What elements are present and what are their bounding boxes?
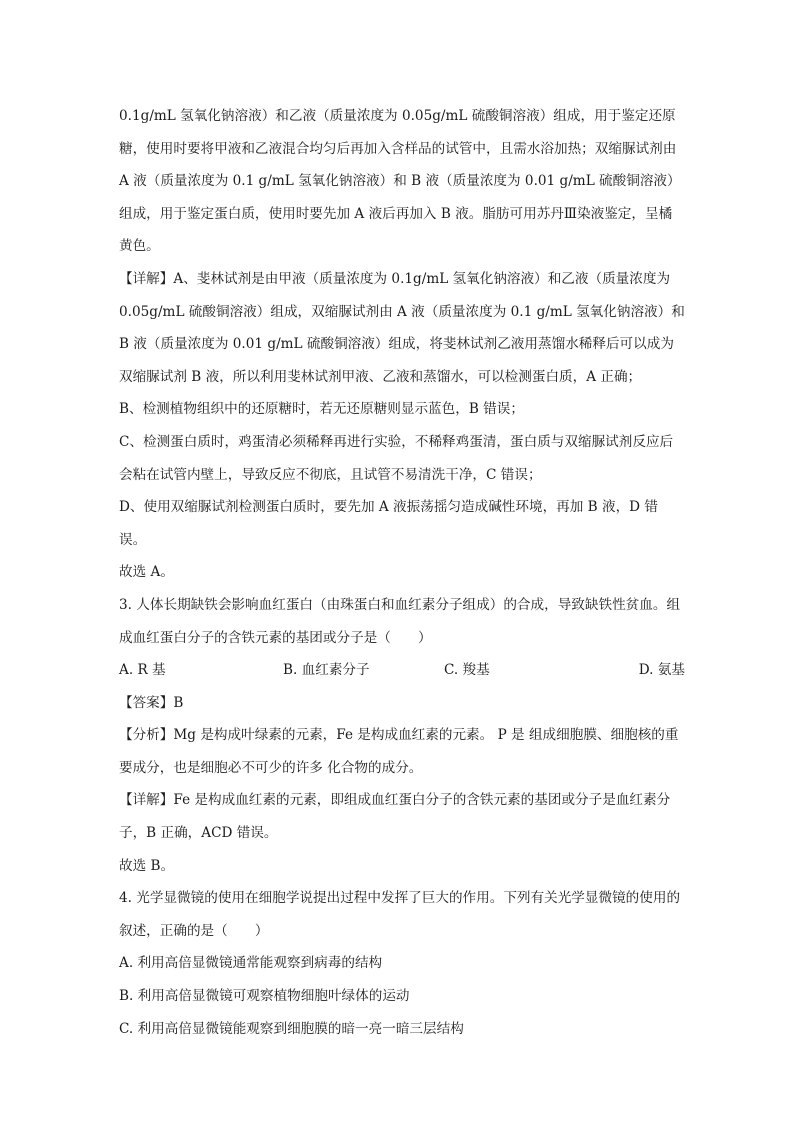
- paragraph-detail-b: B、检测植物组织中的还原糖时，若无还原糖则显示蓝色，B 错误；: [119, 401, 524, 418]
- paragraph-detail-c: C、检测蛋白质时，鸡蛋清必须稀释再进行实验，不稀释鸡蛋清，蛋白质与双缩脲试剂反应后会粘在试管内壁上，导致反应不彻底，且试管不易清洗干净，C 错误；: [119, 433, 674, 483]
- paragraph-choice-q3: 故选 B。: [119, 857, 175, 874]
- detail-a-text: A、斐林试剂是由甲液（质量浓度为 0.1g/mL 氢氧化钠溶液）和乙液（质量浓度为 0.05g/mL 硫酸铜溶液）组成，双缩脲试剂由 A 液（质量浓度为 0.1 g/mL 氢氧化钠溶液）和 B 液（质量浓度为 0.01 g/mL 硫酸铜溶液）组成，将斐林试剂乙液用蒸馏水稀释后可以成为双缩脲试剂 B 液，所以利用斐林试剂甲液、乙液和蒸馏水，可以检测蛋白质，A 正确；: [119, 270, 685, 385]
- analysis-text: Mg 是构成叶绿素的元素，Fe 是构成血红素的元素。 P 是 组成细胞膜、细胞核的重要成分，也是细胞必不可少的许多 化合物的成分。: [119, 727, 679, 776]
- paragraph-detail-a: [119, 263, 685, 393]
- question-3-option-d: D. 氨基: [638, 662, 685, 679]
- question-4-option-c: C. 利用高倍显微镜能观察到细胞膜的暗一亮一暗三层结构: [119, 1020, 464, 1037]
- question-3-stem: 3. 人体长期缺铁会影响血红蛋白（由珠蛋白和血红素分子组成）的合成，导致缺铁性贫血。组成血红蛋白分子的含铁元素的基团或分子是（ ）: [119, 596, 681, 646]
- detail-label-q3: 【详解】: [119, 792, 174, 809]
- question-3-analysis: [119, 719, 685, 784]
- question-3-options: [119, 654, 685, 687]
- paragraph-reagent-explanation: 0.1g/mL 氢氧化钠溶液）和乙液（质量浓度为 0.05g/mL 硫酸铜溶液）组成，用于鉴定还原糖，使用时要将甲液和乙液混合均匀后再加入含样品的试管中，且需水浴加热；双缩脲试剂由 A 液（质量浓度为 0.1 g/mL 氢氧化钠溶液）和 B 液（质量浓度为 0.01 g/mL 硫酸铜溶液）组成，用于鉴定蛋白质，使用时要先加 A 液后再加入 B 液。脂肪可用苏丹Ⅲ染液鉴定，呈橘黄色。: [119, 108, 681, 255]
- question-3-option-c: C. 羧基: [444, 662, 490, 679]
- question-4-option-a: A. 利用高倍显微镜通常能观察到病毒的结构: [119, 955, 383, 972]
- question-4-option-b: B. 利用高倍显微镜可观察植物细胞叶绿体的运动: [119, 988, 410, 1005]
- detail-label: 【详解】: [119, 270, 174, 287]
- question-3-detail: [119, 784, 685, 849]
- paragraph-detail-d: D、使用双缩脲试剂检测蛋白质时，要先加 A 液振荡摇匀造成碱性环境，再加 B 液，D 错误。: [119, 499, 658, 548]
- answer-value: B: [173, 694, 184, 711]
- document-body: [119, 100, 685, 1045]
- detail-text-q3: Fe 是构成血红素的元素，即组成血红蛋白分子的含铁元素的基团或分子是血红素分子，B 正确，ACD 错误。: [119, 792, 671, 842]
- question-4-stem: 4. 光学显微镜的使用在细胞学说提出过程中发挥了巨大的作用。下列有关光学显微镜的使用的叙述，正确的是（ ）: [119, 890, 681, 939]
- analysis-label: 【分析】: [119, 727, 174, 744]
- paragraph-choice-q2: 故选 A。: [119, 564, 174, 581]
- question-3-option-a: A. R 基: [119, 662, 166, 679]
- question-3-answer: [119, 687, 685, 720]
- answer-label: 【答案】: [119, 694, 174, 711]
- question-3-option-b: B. 血红素分子: [283, 662, 370, 679]
